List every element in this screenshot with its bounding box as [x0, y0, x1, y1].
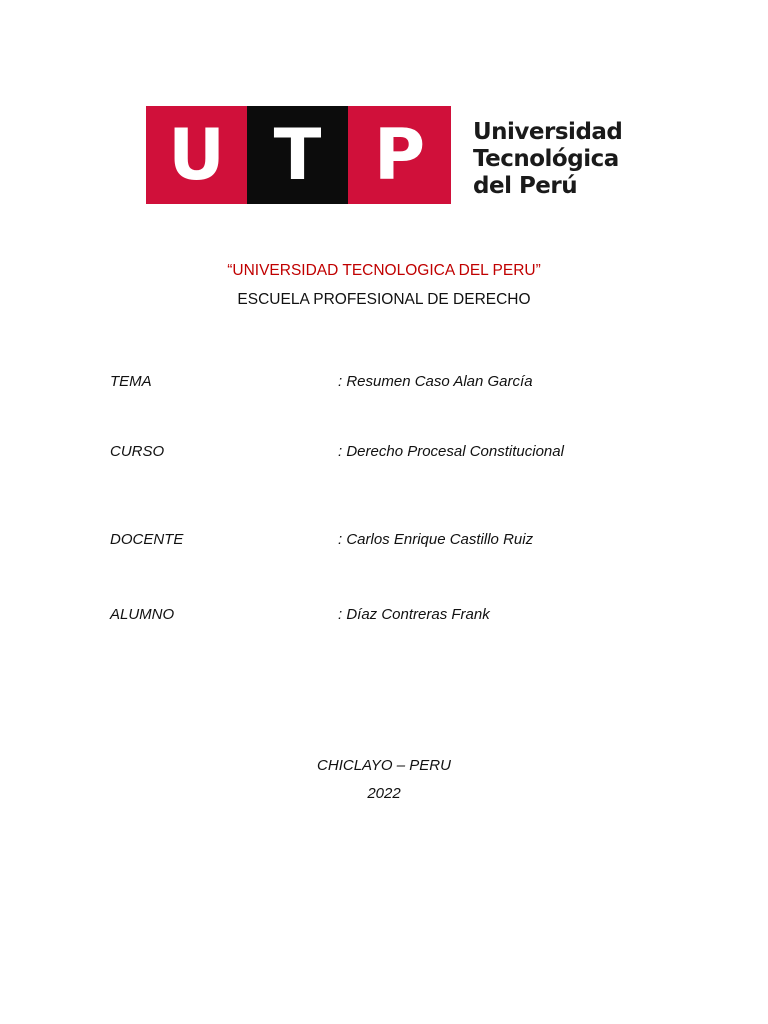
- utp-logo: [146, 106, 626, 204]
- university-title: “UNIVERSIDAD TECNOLOGICA DEL PERU”: [227, 262, 541, 279]
- field-value: : Carlos Enrique Castillo Ruiz: [338, 531, 534, 548]
- school-title: ESCUELA PROFESIONAL DE DERECHO: [237, 291, 531, 308]
- logo-letter-t: T: [247, 106, 348, 204]
- logo-line-2: Tecnológica: [473, 146, 619, 172]
- logo-line-3: del Perú: [473, 173, 578, 199]
- field-value: : Derecho Procesal Constitucional: [338, 443, 564, 460]
- field-label: ALUMNO: [110, 606, 175, 623]
- field-value: : Resumen Caso Alan García: [338, 373, 533, 390]
- field-label: TEMA: [110, 373, 152, 390]
- footer-place: CHICLAYO – PERU: [317, 757, 451, 774]
- logo-line-1: Universidad: [473, 119, 623, 145]
- logo-wordmark: [473, 119, 622, 200]
- field-value: : Díaz Contreras Frank: [338, 606, 490, 623]
- field-label: CURSO: [110, 443, 165, 460]
- footer-year: 2022: [367, 785, 401, 802]
- logo-letter-p: P: [348, 106, 451, 204]
- utp-logo-blocks: [146, 106, 451, 204]
- field-label: DOCENTE: [110, 531, 184, 548]
- logo-letter-u: U: [146, 106, 247, 204]
